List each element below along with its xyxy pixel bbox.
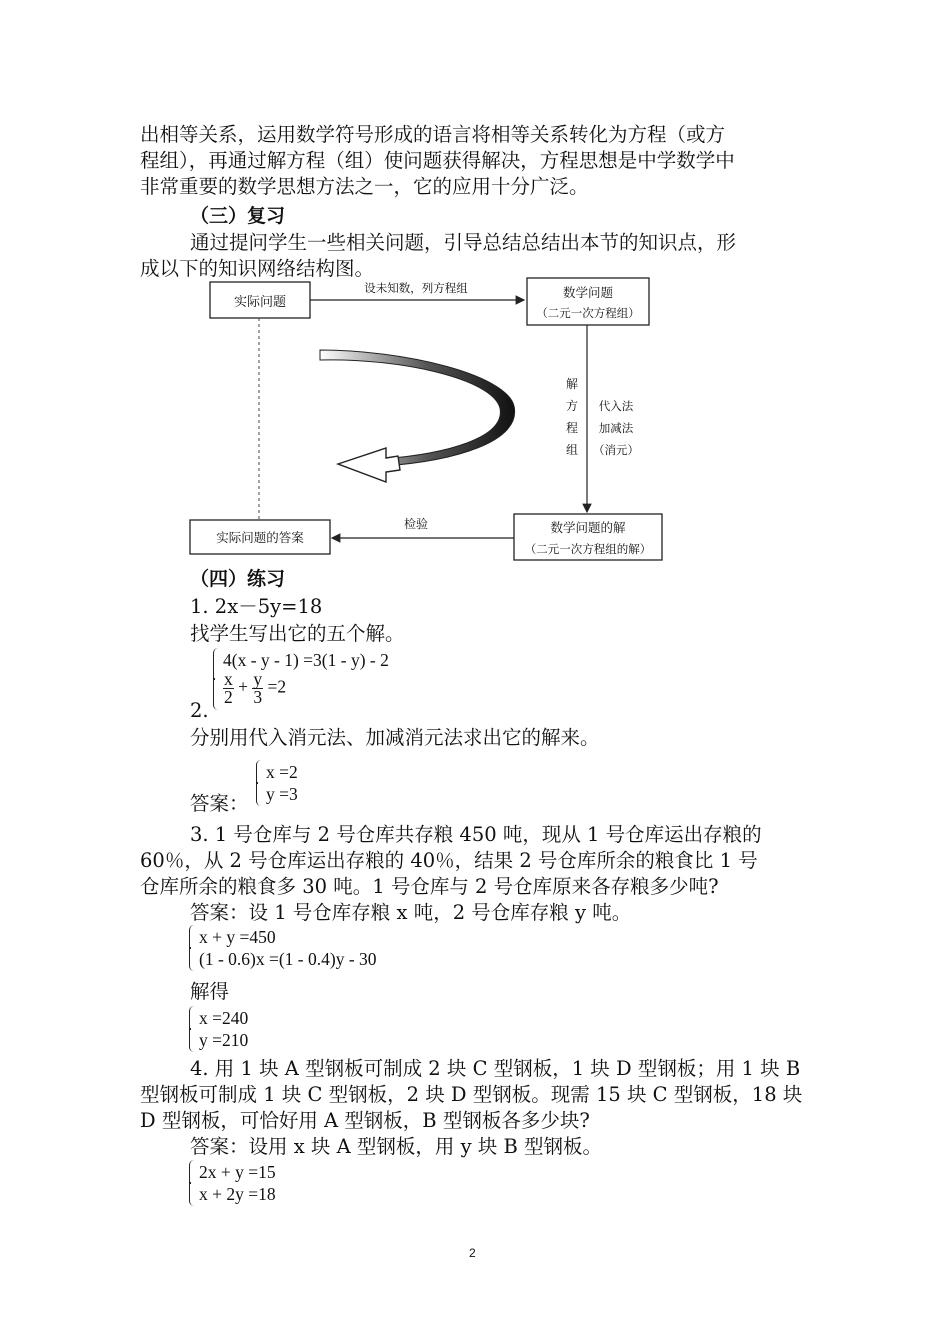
- review-heading: （三）复习: [190, 205, 286, 227]
- q4-eq2: x + 2y =18: [199, 1184, 276, 1204]
- q2-ans-x: x =2: [266, 762, 298, 782]
- curved-return-arrow: [320, 350, 515, 466]
- q3-eq2: (1 - 0.6)x =(1 - 0.4)y - 30: [199, 949, 377, 969]
- q3-line-2: 60％，从 2 号仓库运出存粮的 40％，结果 2 号仓库所余的粮食比 1 号: [140, 849, 758, 872]
- q2-rhs: =2: [267, 676, 287, 697]
- box-math-problem-line2: （二元一次方程组）: [536, 306, 640, 320]
- q3-sol-x: x =240: [199, 1008, 249, 1028]
- q3-answer: 答案：设 1 号仓库存粮 x 吨，2 号仓库存粮 y 吨。: [190, 901, 632, 924]
- box-math-problem-line1: 数学问题: [562, 285, 614, 300]
- q3-sol-y: y =210: [199, 1030, 249, 1050]
- box-real-problem-label: 实际问题: [233, 295, 287, 310]
- q4-line-1: 4. 用 1 块 A 型钢板可制成 2 块 C 型钢板，1 块 D 型钢板；用 1 块 B: [190, 1057, 801, 1080]
- q3-line-1: 3. 1 号仓库与 2 号仓库共存粮 450 吨，现从 1 号仓库运出存粮的: [190, 823, 762, 846]
- q3-brace: [189, 925, 195, 971]
- q2-plus: +: [238, 676, 248, 697]
- intro-line-1: 出相等关系，运用数学符号形成的语言将相等关系转化为方程（或方: [140, 123, 726, 146]
- q2-frac-x: $\frac{x}{2}$: [224, 669, 233, 707]
- solve-char-4: 组: [565, 443, 579, 457]
- q4-answer: 答案：设用 x 块 A 型钢板，用 y 块 B 型钢板。: [190, 1135, 603, 1158]
- intro-line-2: 程组），再通过解方程（组）使问题获得解决，方程思想是中学数学中: [140, 149, 735, 172]
- method-note: （消元）: [593, 443, 639, 457]
- box-math-solution-line2: （二元一次方程组的解）: [524, 542, 652, 556]
- q2-answer-label: 答案：: [190, 792, 249, 815]
- q3-eq1: x + y =450: [199, 927, 276, 947]
- q4-brace: [189, 1160, 195, 1206]
- arrow-bottom-label: 检验: [403, 517, 429, 531]
- q1-text: 找学生写出它的五个解。: [190, 622, 405, 645]
- q3-solve-label: 解得: [190, 980, 230, 1003]
- q3-line-3: 仓库所余的粮食多 30 吨。1 号仓库与 2 号仓库原来各存粮多少吨?: [140, 875, 719, 898]
- q2-eq1: 4(x - y - 1) =3(1 - y) - 2: [223, 650, 389, 670]
- q3-solution-system: [189, 1006, 309, 1052]
- q3-solution-brace: [189, 1006, 195, 1052]
- knowledge-network-diagram: [188, 276, 668, 566]
- curved-arrow-head: [338, 448, 400, 482]
- intro-line-3: 非常重要的数学思想方法之一，它的应用十分广泛。: [140, 175, 589, 198]
- box-math-solution-line1: 数学问题的解: [550, 520, 626, 535]
- review-line-1: 通过提问学生一些相关问题，引导总结总结出本节的知识点，形: [190, 231, 737, 254]
- q3-system: [189, 925, 449, 971]
- q4-system: [189, 1160, 349, 1206]
- solve-char-2: 方: [565, 399, 579, 413]
- arrow-top-label: 设未知数，列方程组: [364, 281, 468, 295]
- q2-text: 分别用代入消元法、加减消元法求出它的解来。: [190, 726, 600, 749]
- q4-line-2: 型钢板可制成 1 块 C 型钢板，2 块 D 型钢板。现需 15 块 C 型钢板，18 块: [140, 1083, 803, 1106]
- q2-frac-y: $\frac{y}{3}$: [253, 669, 263, 707]
- solve-char-3: 程: [565, 421, 579, 435]
- q4-eq1: 2x + y =15: [199, 1162, 276, 1182]
- box-real-answer-label: 实际问题的答案: [216, 530, 304, 545]
- q4-line-3: D 型钢板，可恰好用 A 型钢板，B 型钢板各多少块?: [140, 1109, 590, 1132]
- practice-heading: （四）练习: [190, 568, 286, 590]
- page-number: 2: [469, 1246, 476, 1260]
- method-substitution: 代入法: [598, 399, 634, 413]
- q2-ans-y: y =3: [266, 784, 298, 804]
- solve-char-1: 解: [565, 377, 579, 391]
- review-line-2: 成以下的知识网络结构图。: [140, 257, 375, 280]
- method-elimination: 加减法: [598, 421, 634, 435]
- q1-equation: 1. 2x－5y=18: [190, 595, 323, 618]
- q2-number: 2.: [190, 699, 209, 722]
